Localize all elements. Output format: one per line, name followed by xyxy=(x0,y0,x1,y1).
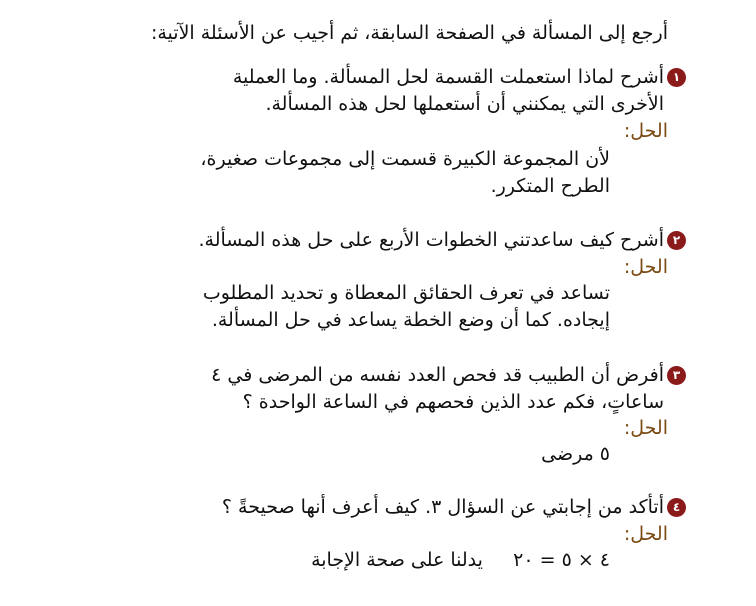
question-2-line-1: أشرح كيف ساعدتني الخطوات الأربع على حل هذه المسألة. xyxy=(198,229,664,251)
answer-2-line-1: تساعد في تعرف الحقائق المعطاة و تحديد المطلوب xyxy=(202,282,610,304)
question-4-line-1: أتأكد من إجابتي عن السؤال ٣. كيف أعرف أنها صحيحةً ؟ xyxy=(221,496,664,518)
question-3-line-1: أفرض أن الطبيب قد فحص العدد نفسه من المرضى في ٤ xyxy=(211,364,664,386)
answer-3-line-1: ٥ مرضى xyxy=(541,443,610,465)
answer-4-line-1: ٤ × ٥ = ٢٠ يدلنا على صحة الإجابة xyxy=(311,549,610,571)
intro-text: أرجع إلى المسألة في الصفحة السابقة، ثم أجيب عن الأسئلة الآتية: xyxy=(150,22,668,44)
question-1-line-1: أشرح لماذا استعملت القسمة لحل المسألة. وما العملية xyxy=(232,66,664,88)
solution-label-1: الحل: xyxy=(623,120,668,142)
question-number-1: ١ xyxy=(667,68,686,87)
solution-label-2: الحل: xyxy=(623,256,668,278)
solution-label-3: الحل: xyxy=(623,417,668,439)
question-number-3: ٣ xyxy=(667,366,686,385)
question-3-line-2: ساعاتٍ، فكم عدد الذين فحصهم في الساعة الواحدة ؟ xyxy=(242,391,664,413)
question-number-2: ٢ xyxy=(667,231,686,250)
question-1-line-2: الأخرى التي يمكنني أن أستعملها لحل هذه المسألة. xyxy=(265,93,664,115)
question-number-4: ٤ xyxy=(667,498,686,517)
solution-label-4: الحل: xyxy=(623,523,668,545)
answer-2-line-2: إيجاده. كما أن وضع الخطة يساعد في حل المسألة. xyxy=(211,309,610,331)
answer-1-line-2: الطرح المتكرر. xyxy=(490,175,610,197)
answer-1-line-1: لأن المجموعة الكبيرة قسمت إلى مجموعات صغيرة، xyxy=(200,148,610,170)
